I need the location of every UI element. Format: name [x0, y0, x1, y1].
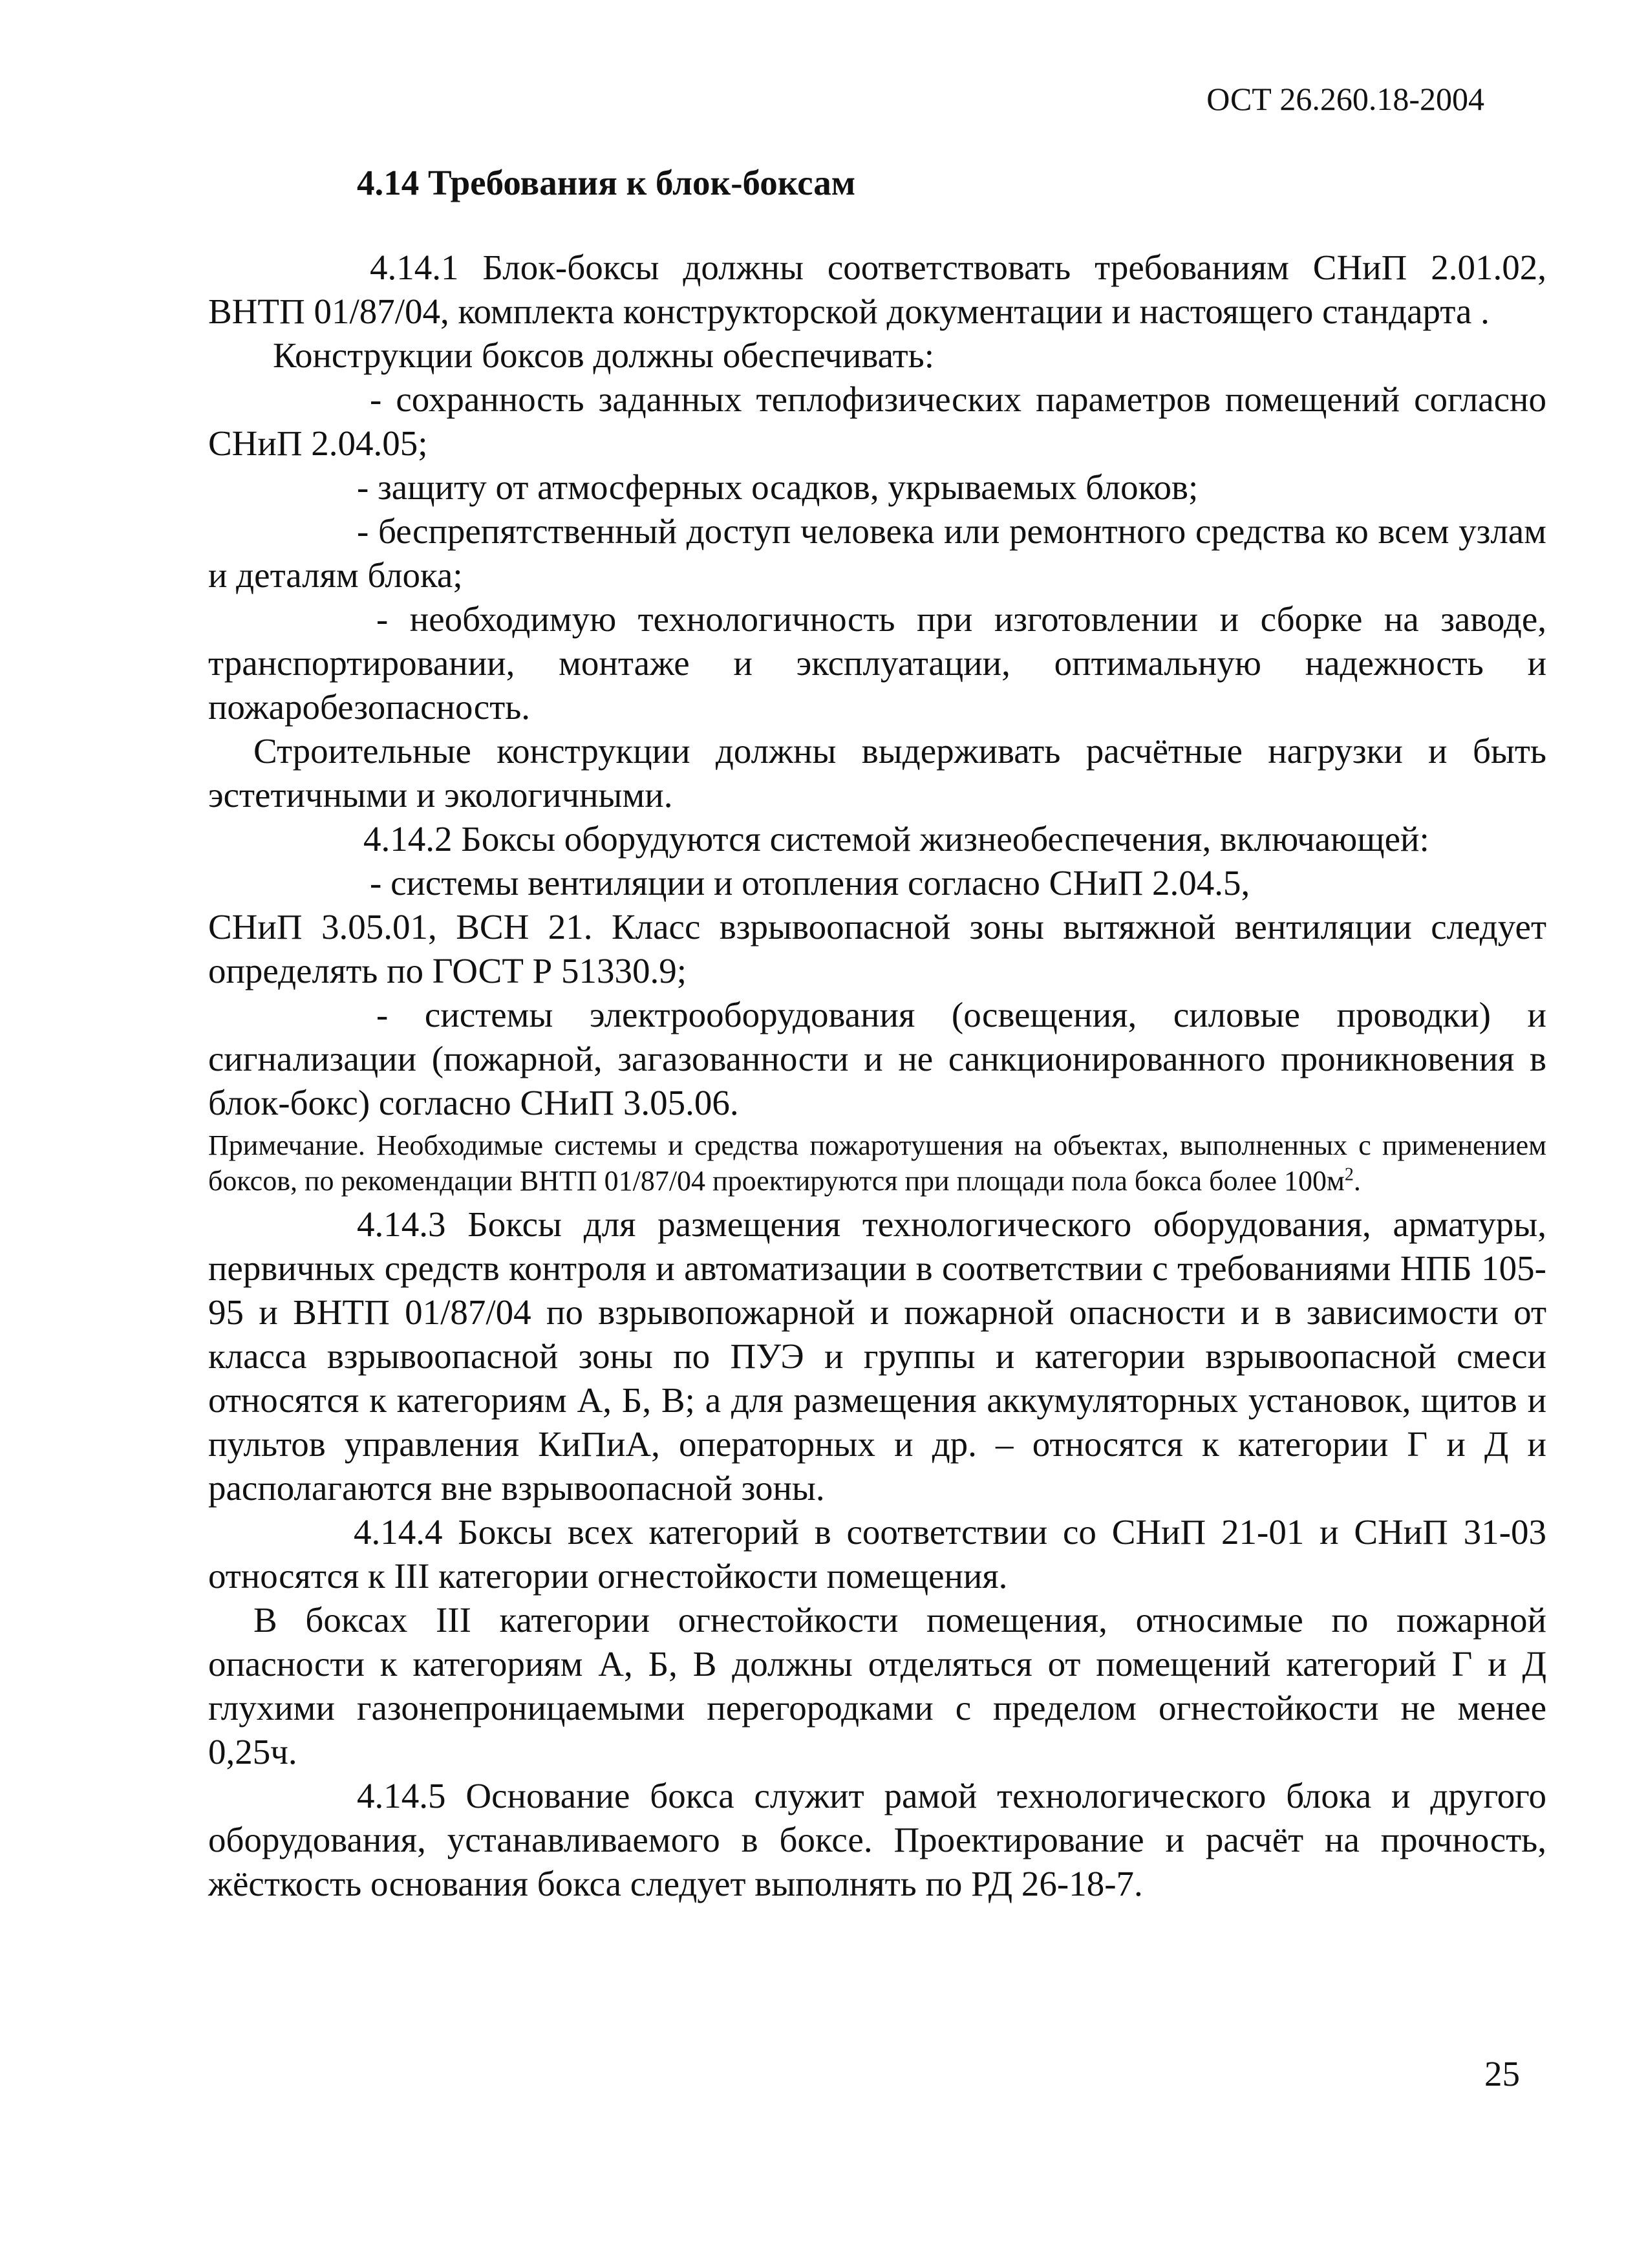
document-code: ОСТ 26.260.18-2004: [1206, 81, 1484, 117]
paragraph-ventilation-continued: СНиП 3.05.01, ВСН 21. Класс взрывоопасной зоны вытяжной вентиляции следует определять по ГОСТ Р 51330.9;: [208, 907, 1546, 990]
paragraph-building-structures: Строительные конструкции должны выдерживать расчётные нагрузки и быть эстетичными и экологичными.: [208, 731, 1546, 815]
section-heading: 4.14 Требования к блок-боксам: [357, 163, 856, 202]
list-item-electrical-systems: - системы электрооборудования (освещения, силовые проводки) и сигнализации (пожарной, загазованности и не санкционированного проникновения в блок-бокс) согласно СНиП 3.05.06.: [208, 995, 1546, 1122]
paragraph-4-14-5: 4.14.5 Основание бокса служит рамой технологического блока и другого оборудования, устанавливаемого в боксе. Проектирование и расчёт на прочность, жёсткость основания бокса следует выполнять по РД 26-18-7.: [208, 1776, 1546, 1903]
note: [208, 1128, 1546, 1199]
list-item-precipitation-protection: - защиту от атмосферных осадков, укрываемых блоков;: [357, 467, 1199, 507]
paragraph-4-14-3: 4.14.3 Боксы для размещения технологического оборудования, арматуры, первичных средств контроля и автоматизации в соответствии с требованиями НПБ 105-95 и ВНТП 01/87/04 по взрывопожарной и пожарной опасности и в зависимости от класса взрывоопасной зоны по ПУЭ и группы и категории взрывоопасной смеси относятся к категориям А, Б, В; а для размещения аккумуляторных установок, щитов и пультов управления КиПиА, операторных и др. – относятся к категории Г и Д и располагаются вне взрывоопасной зоны.: [208, 1204, 1546, 1508]
paragraph-4-14-4: 4.14.4 Боксы всех категорий в соответствии со СНиП 21-01 и СНиП 31-03 относятся к III категории огнестойкости помещения.: [208, 1512, 1546, 1596]
note-text: Примечание. Необходимые системы и средства пожаротушения на объектах, выполненных с применением боксов, по рекомендации ВНТП 01/87/04 проектируются при площади пола бокса более 100м: [208, 1129, 1546, 1197]
paragraph-category-iii: В боксах III категории огнестойкости помещения, относимые по пожарной опасности к категориям А, Б, В должны отделяться от помещений категорий Г и Д глухими газонепроницаемыми перегородками с пределом огнестойкости не менее 0,25ч.: [208, 1600, 1546, 1771]
page-number: 25: [1484, 2054, 1520, 2093]
document-body: [208, 162, 1546, 1906]
paragraph-constructions-intro: Конструкции боксов должны обеспечивать:: [273, 336, 935, 375]
list-item-thermal-parameters: - сохранность заданных теплофизических параметров помещений согласно СНиП 2.04.05;: [208, 380, 1546, 463]
paragraph-4-14-2: 4.14.2 Боксы оборудуются системой жизнеобеспечения, включающей:: [363, 819, 1429, 859]
list-item-ventilation: - системы вентиляции и отопления согласно СНиП 2.04.5,: [370, 863, 1250, 903]
list-item-manufacturability: - необходимую технологичность при изготовлении и сборке на заводе, транспортировании, монтаже и эксплуатации, оптимальную надежность и пожаробезопасность.: [208, 599, 1546, 727]
note-superscript: 2: [1344, 1164, 1354, 1185]
paragraph-4-14-1: 4.14.1 Блок-боксы должны соответствовать требованиям СНиП 2.01.02, ВНТП 01/87/04, комплекта конструкторской документации и настоящего стандарта .: [208, 248, 1546, 331]
list-item-access: - беспрепятственный доступ человека или ремонтного средства ко всем узлам и деталям блока;: [208, 511, 1546, 595]
note-end: .: [1353, 1165, 1361, 1197]
